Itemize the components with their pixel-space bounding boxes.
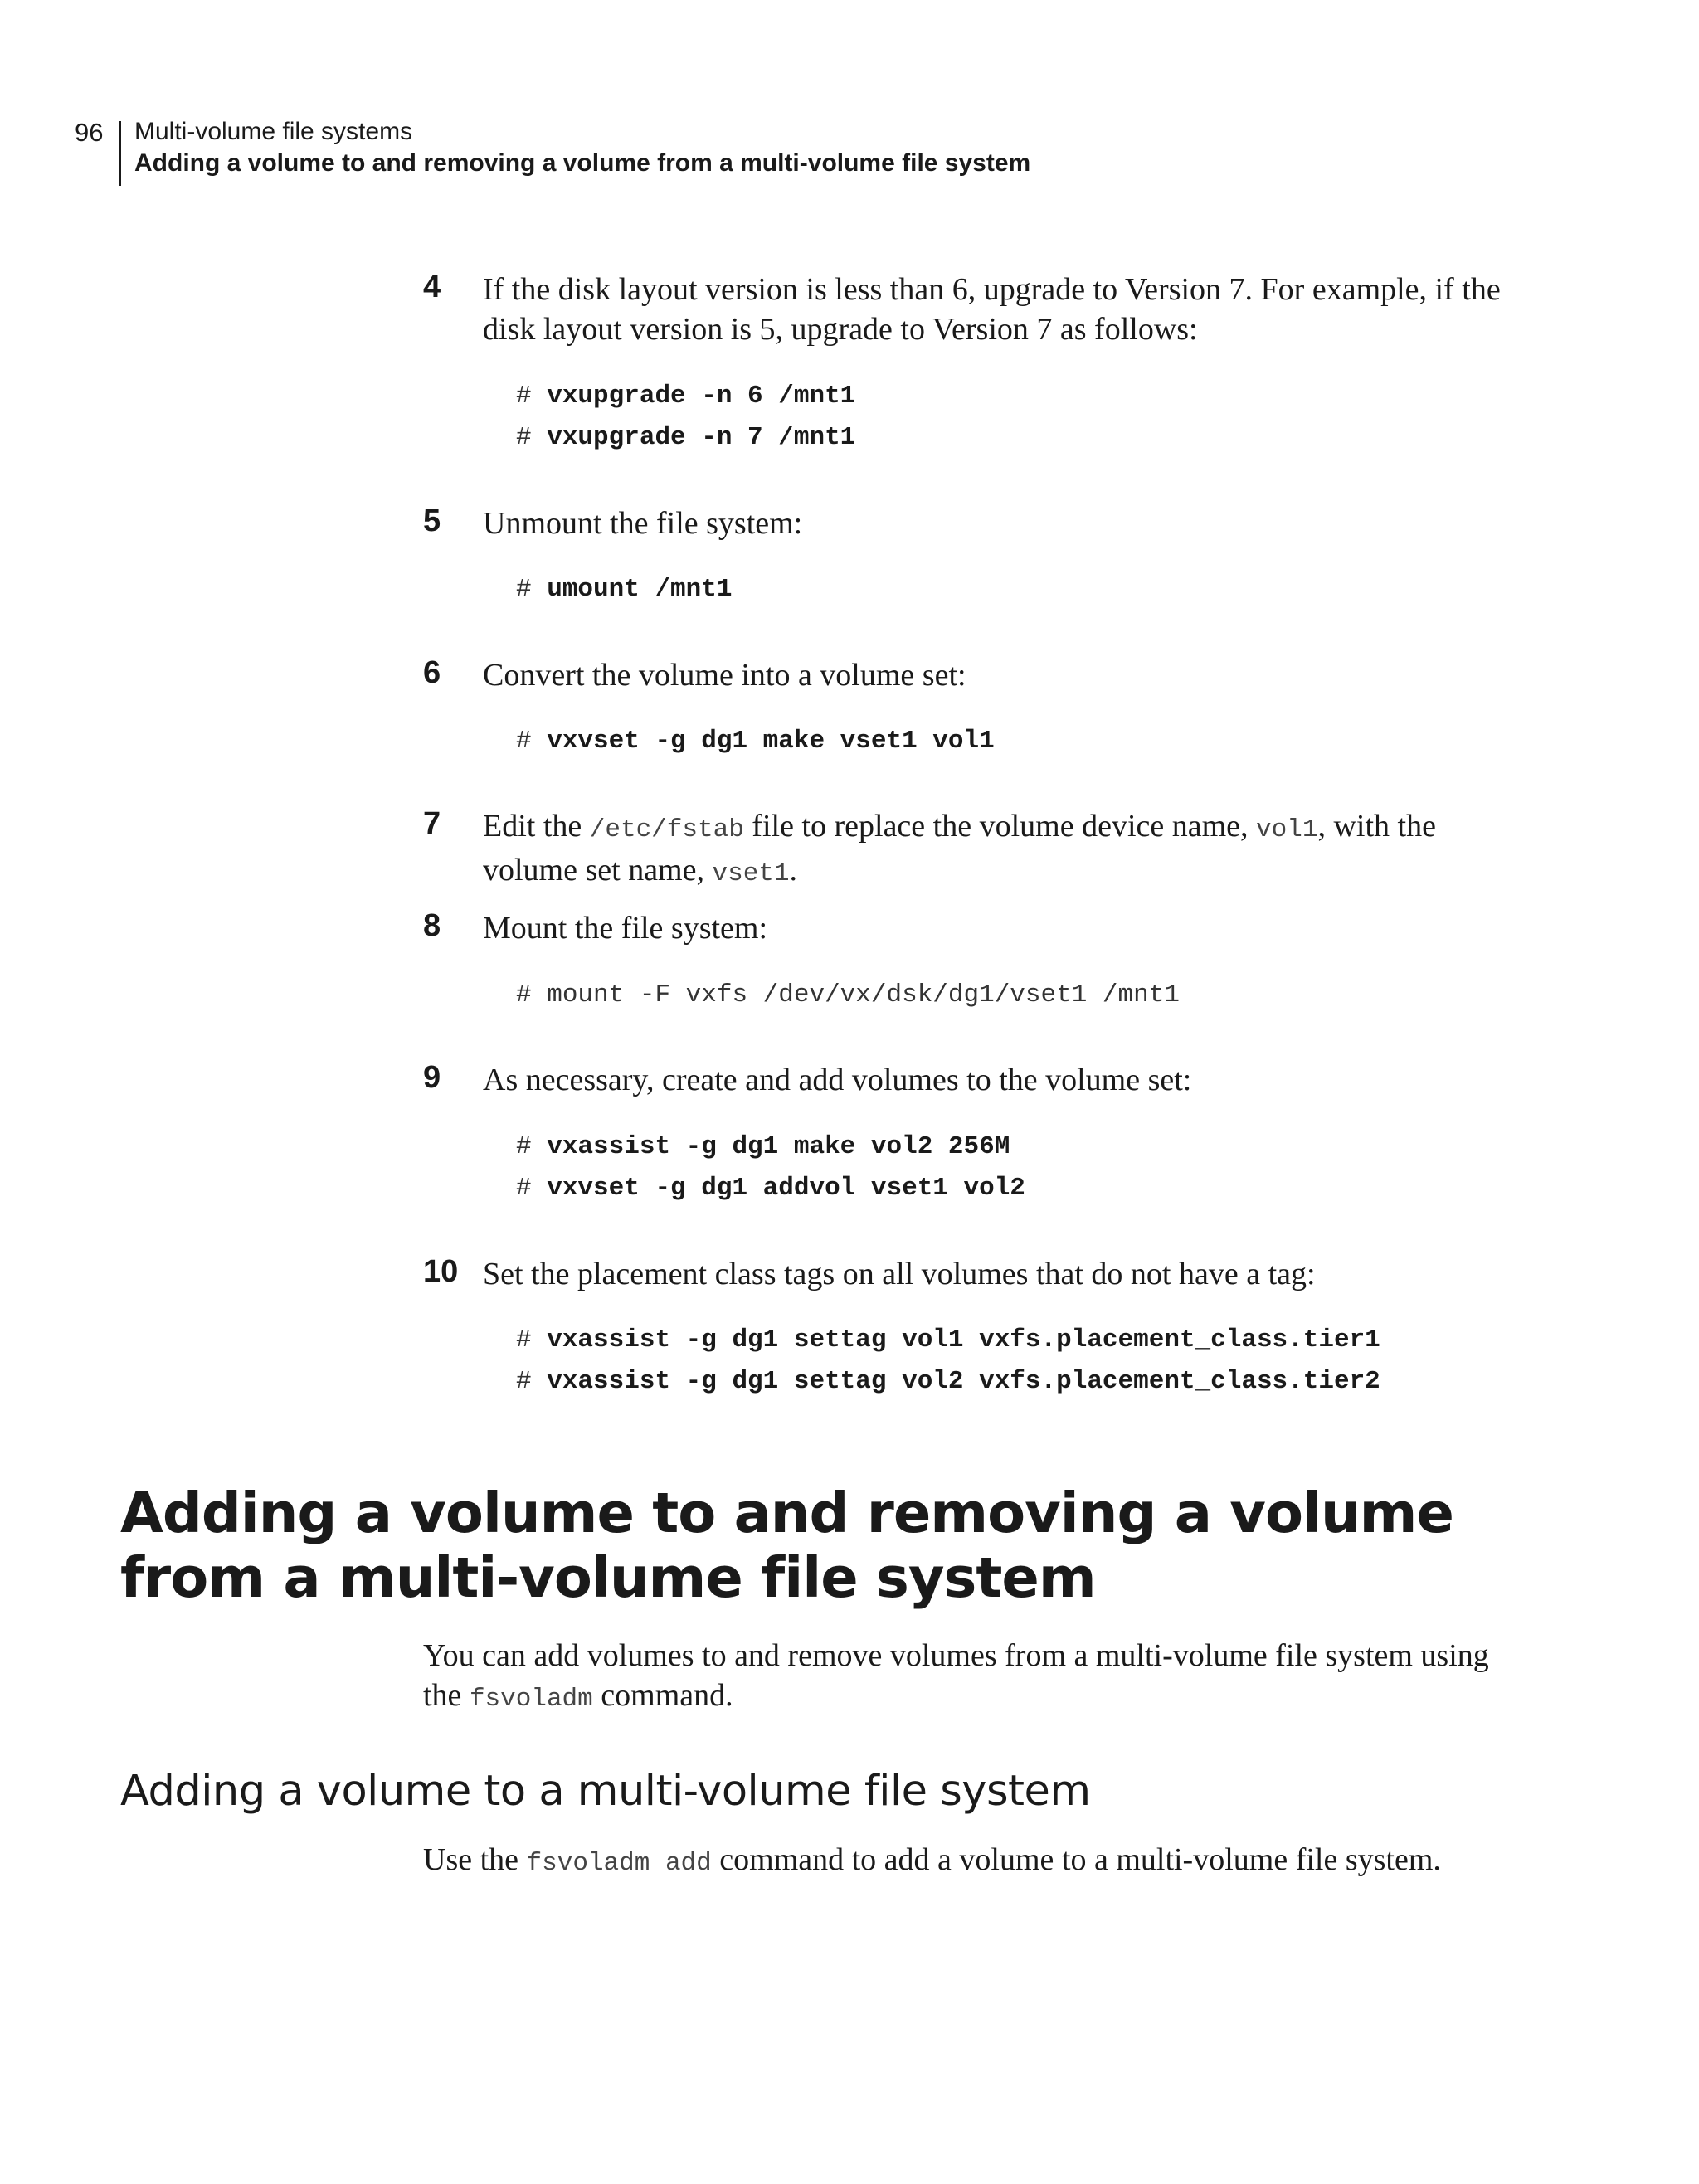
step-number: 4 (423, 270, 441, 304)
prompt: # (516, 382, 532, 411)
prompt: # (516, 423, 532, 452)
command: mount -F vxfs /dev/vx/dsk/dg1/vset1 /mnt1 (547, 980, 1180, 1009)
step-text: Convert the volume into a volume set: (483, 658, 966, 693)
step-number: 10 (423, 1254, 459, 1289)
step-text: As necessary, create and add volumes to the volume set: (483, 1063, 1192, 1097)
step-text: Mount the file system: (483, 911, 768, 946)
command: vxassist -g dg1 settag vol1 vxfs.placement_class.tier1 (547, 1325, 1380, 1355)
code-line (516, 727, 995, 756)
inline-code: fsvoladm add (526, 1849, 712, 1878)
step-text: Set the placement class tags on all volumes that do not have a tag: (483, 1257, 1316, 1291)
text-run: . (789, 853, 797, 888)
text-run: file to replace the volume device name, (743, 809, 1257, 844)
text-run: Use the (423, 1842, 527, 1877)
step-text: Unmount the file system: (483, 506, 803, 541)
section-title: Adding a volume to and removing a volume from a multi-volume file system (134, 149, 1031, 177)
text-run: command to add a volume to a multi-volume file system. (711, 1842, 1441, 1877)
section-heading: Adding a volume to and removing a volume from a multi-volume file system (120, 1481, 1453, 1610)
command: vxupgrade -n 7 /mnt1 (547, 423, 856, 452)
step-number: 7 (423, 806, 441, 841)
code-line (516, 382, 855, 411)
prompt: # (516, 1325, 532, 1355)
step-text: If the disk layout version is less than 6, upgrade to Version 7. For example, if the disk layout version is 5, upgrade to Version 7 as follows: (483, 272, 1501, 347)
text-run: , with the volume set name, (483, 809, 1436, 888)
step-number: 5 (423, 503, 441, 538)
subsection-intro (423, 1840, 1535, 1884)
code-line (516, 1367, 1380, 1396)
text-run: Edit the (483, 809, 590, 844)
page-number: 96 (75, 118, 104, 147)
inline-code: fsvoladm (469, 1685, 593, 1714)
inline-code: /etc/fstab (589, 815, 744, 844)
step-number: 9 (423, 1060, 441, 1095)
command: umount /mnt1 (547, 575, 733, 604)
step-number: 8 (423, 908, 441, 943)
prompt: # (516, 575, 532, 604)
prompt: # (516, 980, 532, 1009)
subsection-heading: Adding a volume to a multi-volume file system (120, 1767, 1091, 1816)
code-line (516, 1174, 1025, 1203)
inline-code: vol1 (1256, 815, 1318, 844)
chapter-title: Multi-volume file systems (134, 118, 413, 145)
text-run: command. (592, 1678, 733, 1713)
section-intro (423, 1636, 1535, 1719)
text-run: You can add volumes to and remove volumes from a multi-volume file system using the (423, 1638, 1489, 1713)
command: vxupgrade -n 6 /mnt1 (547, 382, 856, 411)
step-text (483, 806, 1528, 894)
inline-code: vset1 (712, 859, 790, 888)
code-line (516, 1132, 1010, 1161)
step-number: 6 (423, 655, 441, 690)
command: vxvset -g dg1 addvol vset1 vol2 (547, 1174, 1025, 1203)
command: vxvset -g dg1 make vset1 vol1 (547, 727, 995, 756)
command: vxassist -g dg1 make vol2 256M (547, 1132, 1010, 1161)
prompt: # (516, 727, 532, 756)
prompt: # (516, 1367, 532, 1396)
header-divider (119, 121, 121, 186)
prompt: # (516, 1174, 532, 1203)
code-line (516, 423, 855, 452)
code-line (516, 1325, 1380, 1355)
prompt: # (516, 1132, 532, 1161)
command: vxassist -g dg1 settag vol2 vxfs.placement_class.tier2 (547, 1367, 1380, 1396)
code-line (516, 575, 732, 604)
code-line (516, 980, 1180, 1009)
